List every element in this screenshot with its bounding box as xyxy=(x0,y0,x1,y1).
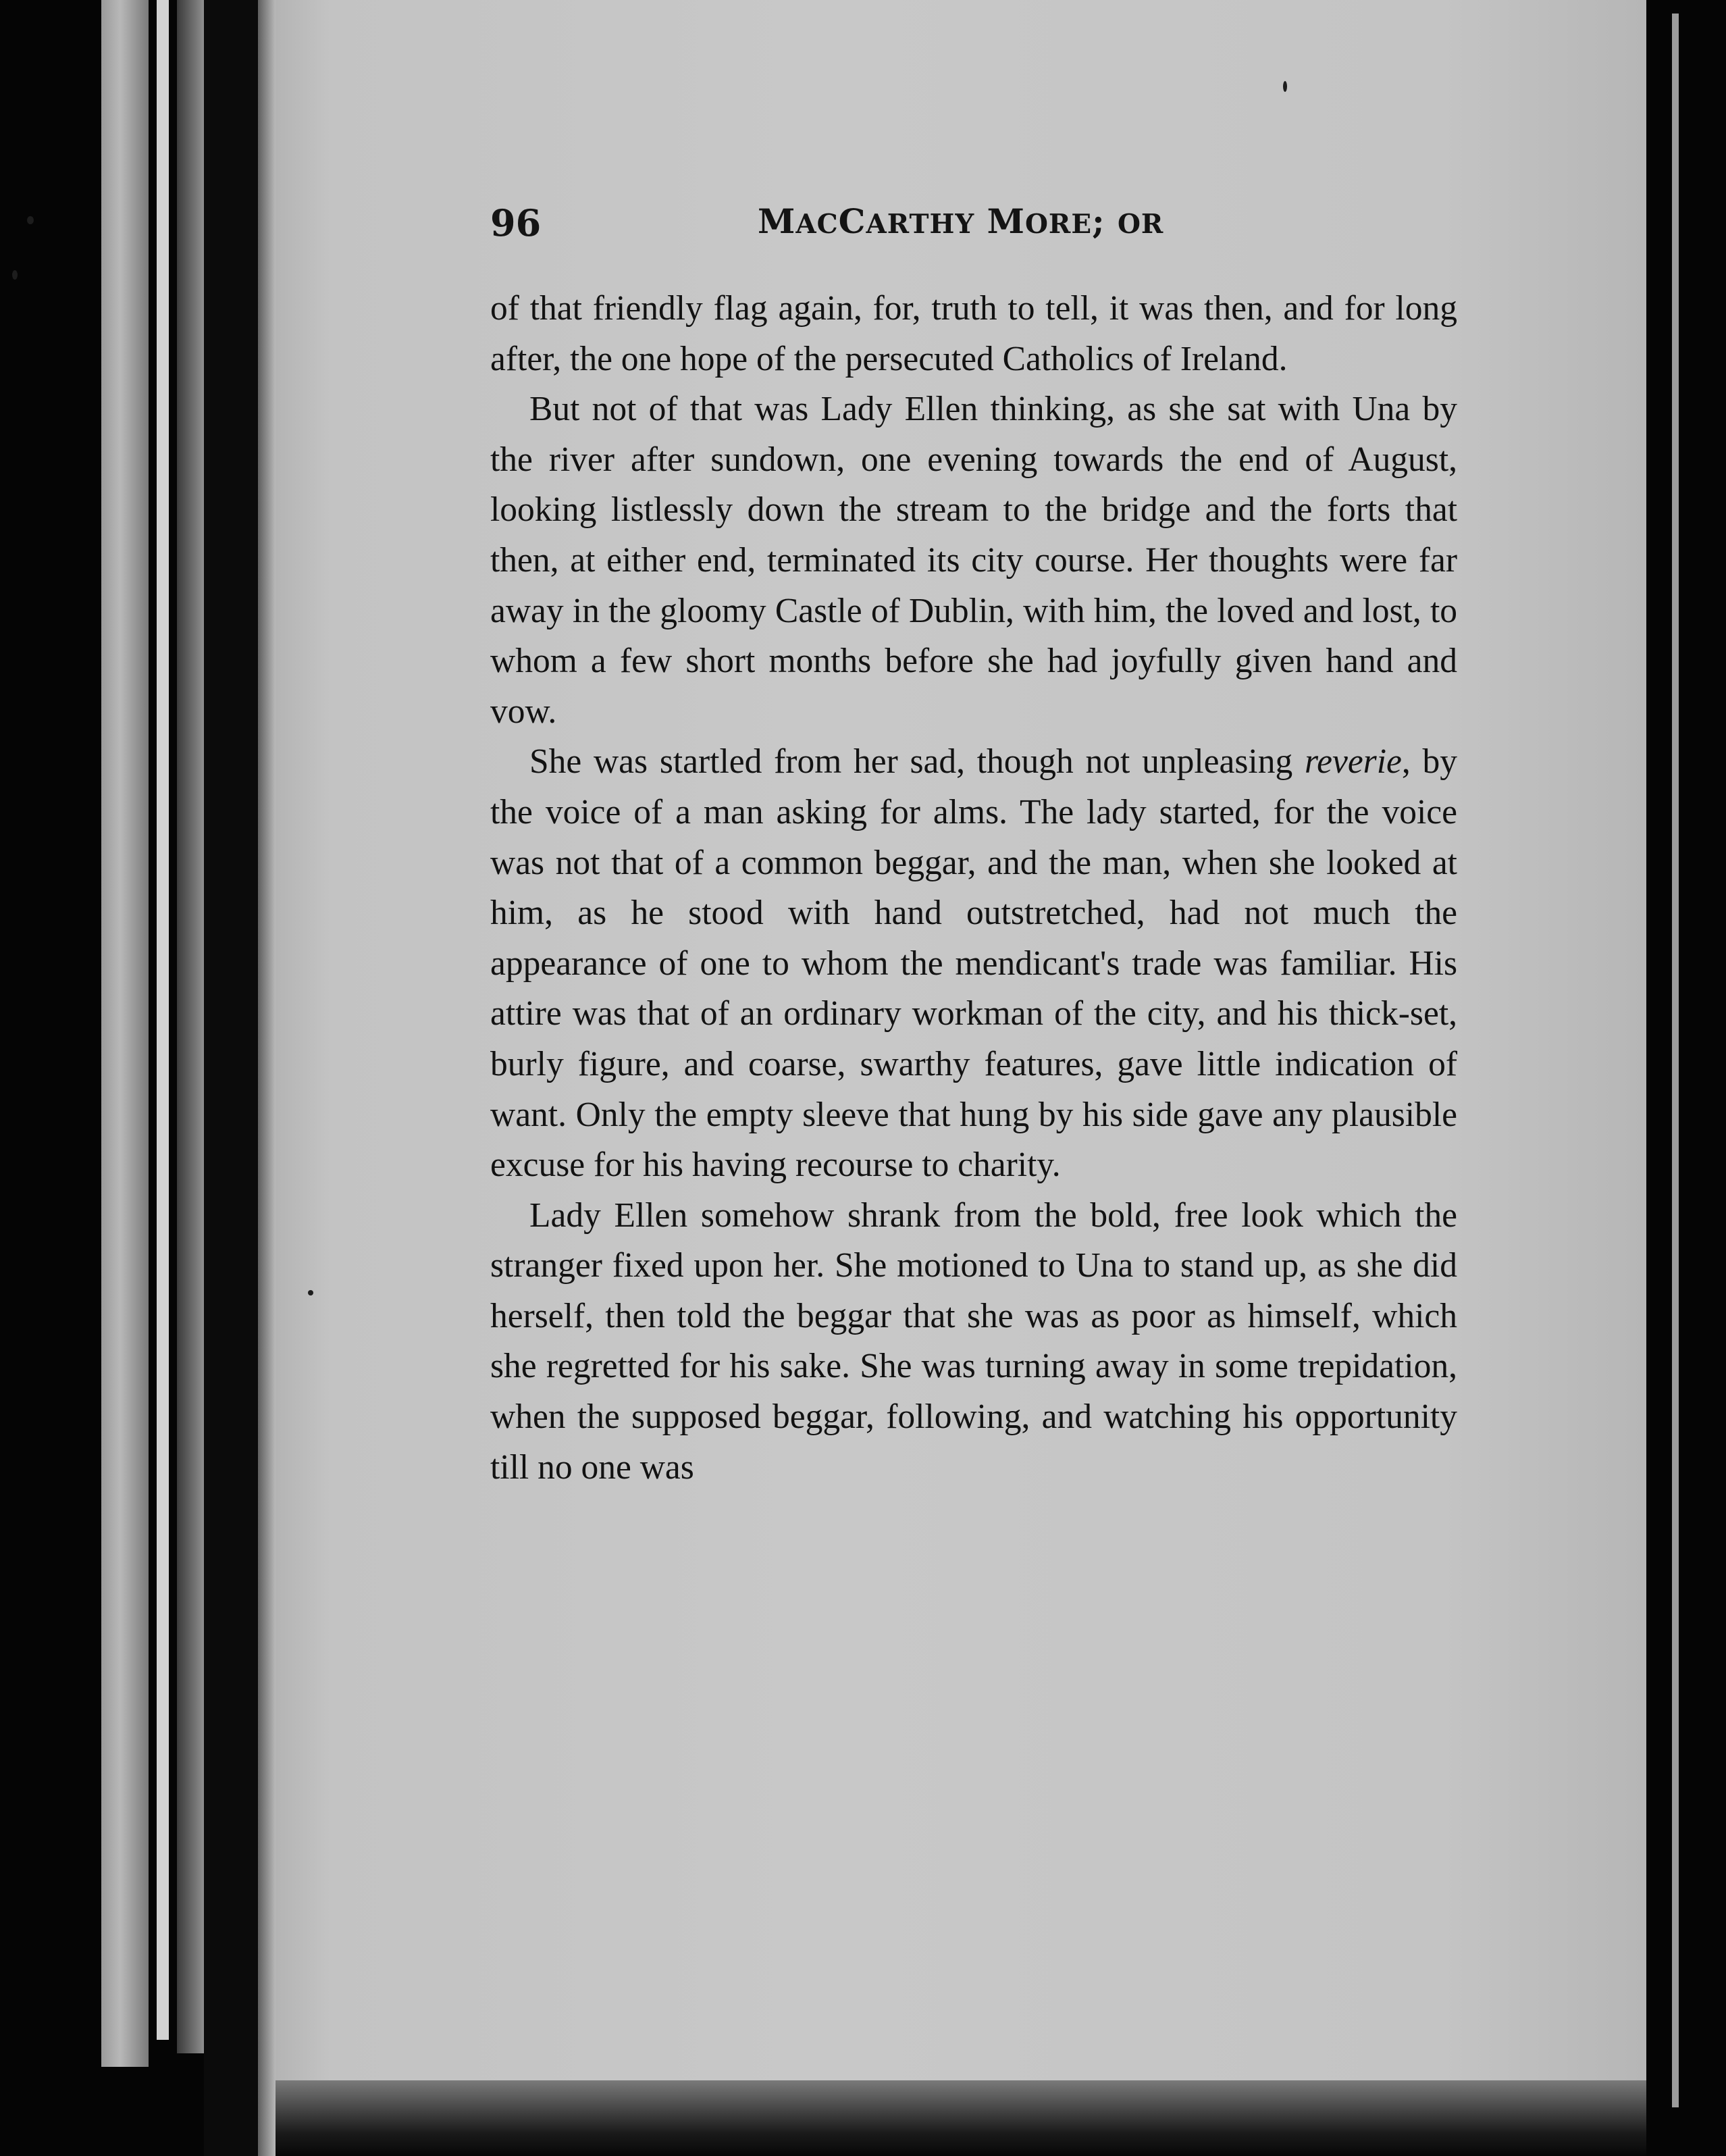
next-page-edge xyxy=(1672,14,1679,2107)
running-head xyxy=(490,201,1449,262)
page-edge-stripe xyxy=(101,0,149,2067)
paragraph-continued: of that friendly flag again, for, truth to tell, it was then, and for long after, the one hope of the persecuted Catholics of Ireland. xyxy=(490,289,1457,378)
paragraph-text: She was startled from her sad, though not unpleasing xyxy=(529,742,1305,781)
page-bottom-shadow xyxy=(276,2080,1660,2156)
scan-speck xyxy=(12,270,18,280)
running-title-separator: ; xyxy=(1092,201,1118,241)
running-title-cap: M xyxy=(987,201,1025,241)
page-fold xyxy=(258,0,276,2156)
scan-speck xyxy=(1283,81,1287,92)
page-edge-stripe xyxy=(177,0,204,2053)
running-title-cap: C xyxy=(838,201,866,241)
scan-speck xyxy=(27,216,34,224)
running-title-cap: M xyxy=(758,201,796,241)
scan-speck xyxy=(308,1290,313,1295)
running-title-small-caps: ARTHY xyxy=(866,209,975,240)
body-text xyxy=(490,284,1457,1493)
running-title xyxy=(758,201,1163,241)
paragraph xyxy=(490,737,1457,1190)
paragraph: Lady Ellen somehow shrank from the bold, free look which the stranger fixed upon her. She motioned to Una to stand up, as she did herself, then told the beggar that she was as poor as himself, which she regretted for his sake. She was turning away in some trepidation, when the supposed beggar, following, and watching his opportunity till no one was xyxy=(490,1196,1457,1487)
binding-gutter xyxy=(204,0,258,2156)
running-title-small-caps: AC xyxy=(795,209,839,240)
book-edge-right xyxy=(1646,0,1726,2156)
paragraph: But not of that was Lady Ellen thinking, as she sat with Una by the river after sundown, one evening towards the end of August, looking listlessly down the stream to the bridge and the forts that then, at either end, terminated its city course. Her thoughts were far away in the gloomy Castle of Dublin, with him, the loved and lost, to whom a few short months before she had joyfully given hand and vow. xyxy=(490,390,1457,731)
running-title-trailing: OR xyxy=(1117,209,1164,240)
page-number: 96 xyxy=(490,201,542,245)
italic-word: reverie xyxy=(1304,742,1402,781)
page-edge-stripe xyxy=(157,0,169,2040)
running-title-small-caps: ORE xyxy=(1024,209,1093,240)
paragraph-text: , by the voice of a man asking for alms. The lady started, for the voice was not that of a common beggar, and the man, when she looked at him, as he stood with hand outstretched, had not much the appearance of one to whom the mendicant's trade was familiar. His attire was that of an ordinary workman of the city, and his thick-set, burly figure, and coarse, swarthy features, gave little indication of want. Only the empty sleeve that hung by his side gave any plausible excuse for his having recourse to charity. xyxy=(490,742,1458,1185)
